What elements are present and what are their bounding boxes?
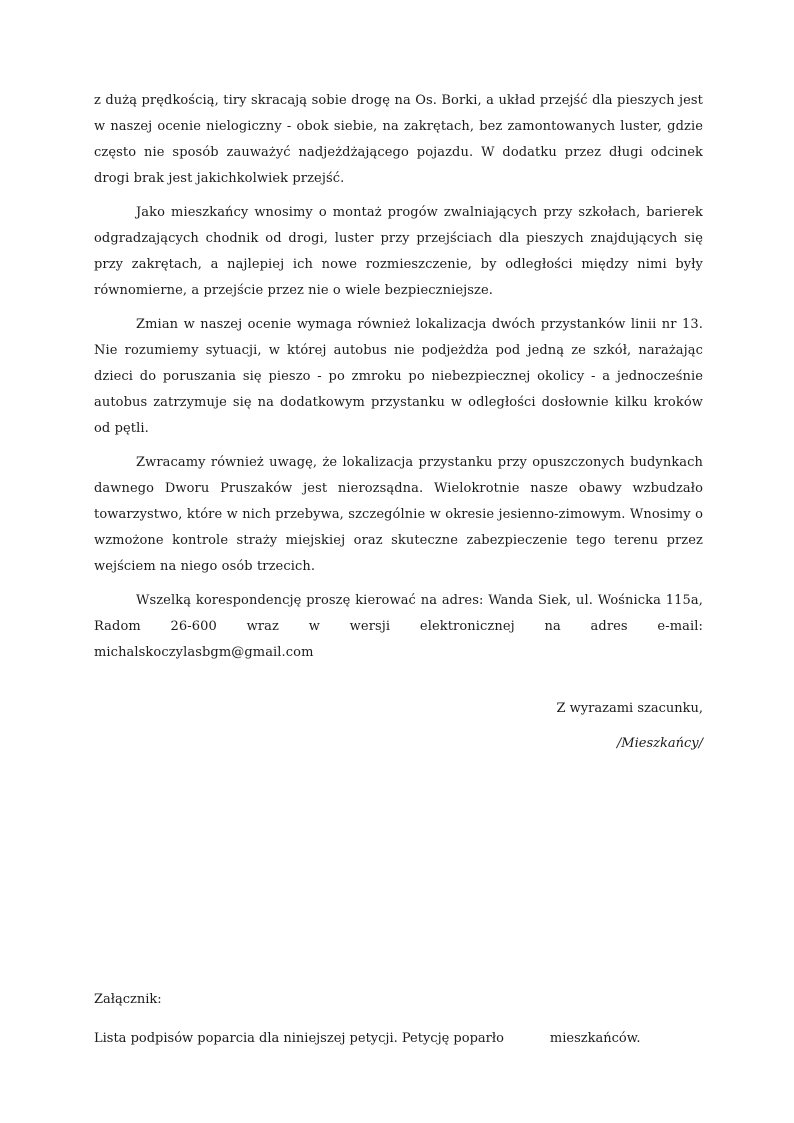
attachment-block — [94, 987, 703, 1052]
attachment-line — [94, 1026, 703, 1052]
attachment-text-before-count: Lista podpisów poparcia dla niniejszej petycji. Petycję poparło — [94, 1031, 504, 1046]
letter-body — [94, 88, 703, 666]
body-paragraph: Zmian w naszej ocenie wymaga również lokalizacja dwóch przystanków linii nr 13. Nie rozumiemy sytuacji, w której autobus nie podjeżdża pod jedną ze szkół, narażając dzieci do poruszania się pieszo - po zmroku po niebezpiecznej okolicy - a jednocześnie autobus zatrzymuje się na dodatkowym przystanku w odległości dosłownie kilku kroków od pętli. — [94, 317, 703, 436]
body-paragraph: Jako mieszkańcy wnosimy o montaż progów zwalniających przy szkołach, barierek odgradzających chodnik od drogi, luster przy przejściach dla pieszych znajdujących się przy zakrętach, a najlepiej ich nowe rozmieszczenie, by odległości między nimi były równomierne, a przejście przez nie o wiele bezpieczniejsze. — [94, 205, 703, 298]
attachment-text-after-count: mieszkańców. — [549, 1031, 641, 1046]
closing-salutation: Z wyrazami szacunku, — [556, 701, 703, 716]
body-paragraph: z dużą prędkością, tiry skracają sobie drogę na Os. Borki, a układ przejść dla pieszych jest w naszej ocenie nielogiczny - obok siebie, na zakrętach, bez zamontowanych luster, gdzie często nie sposób zauważyć nadjeżdżającego pojazdu. W dodatku przez długi odcinek drogi brak jest jakichkolwiek przejść. — [94, 93, 703, 186]
attachment-label: Załącznik: — [94, 992, 162, 1007]
body-paragraph-correspondence: Wszelką korespondencję proszę kierować na adres: Wanda Siek, ul. Wośnicka 115a, Radom 26-600 wraz w wersji elektronicznej na adres e-mail: michalskoczylasbgm@gmail.com — [94, 593, 703, 660]
blank-count-space — [504, 1041, 550, 1042]
closing-signature: /Mieszkańcy/ — [616, 736, 703, 751]
body-paragraph: Zwracamy również uwagę, że lokalizacja przystanku przy opuszczonych budynkach dawnego Dworu Pruszaków jest nierozsądna. Wielokrotnie nasze obawy wzbudzało towarzystwo, które w nich przebywa, szczególnie w okresie jesienno-zimowym. Wnosimy o wzmożone kontrole straży miejskiej oraz skuteczne zabezpieczenie tego terenu przez wejściem na niego osób trzecich. — [94, 455, 703, 574]
closing-block — [94, 696, 703, 757]
